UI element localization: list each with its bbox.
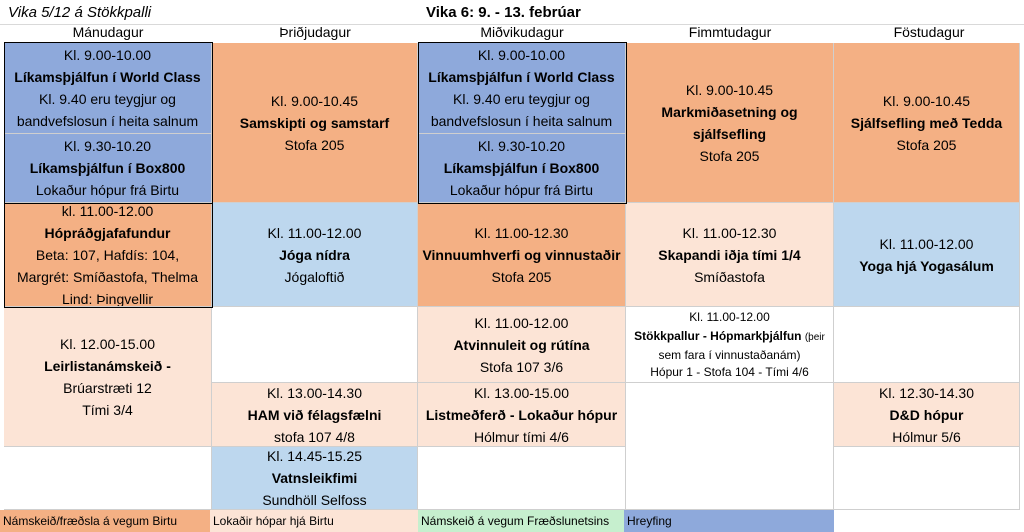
day-wednesday: Miðvikudagur	[480, 24, 564, 40]
event-friday-sjalfsefling[interactable]	[834, 43, 1020, 203]
event-title: Líkamsþjálfun í World Class	[428, 69, 615, 85]
event-time: Kl. 13.00-15.00	[474, 384, 569, 401]
legend-birtu-courses: Námskeið/fræðsla á vegum Birtu	[0, 510, 210, 532]
event-time: Kl. 13.00-14.30	[267, 384, 362, 401]
event-title: Sjálfsefling með Tedda	[850, 114, 1003, 131]
event-wednesday-atvinnuleit[interactable]	[418, 307, 626, 383]
event-detail: Hópur 1 - Stofa 104 - Tími 4/6	[650, 364, 809, 379]
event-time: Kl. 11.00-12.00	[879, 235, 974, 252]
event-time: Kl. 11.00-12.30	[474, 224, 569, 241]
empty-cell	[4, 447, 212, 510]
event-detail: Tími 3/4	[82, 401, 133, 418]
event-monday-leirlist[interactable]	[4, 307, 212, 447]
event-title: HAM við félagsfælni	[247, 406, 382, 423]
empty-cell	[626, 383, 834, 510]
event-time: Kl. 9.00-10.00	[63, 47, 152, 63]
event-title: Markmiðasetning og	[661, 103, 798, 120]
event-title: Jóga nídra	[279, 246, 350, 263]
event-thursday-stokkpallur[interactable]	[626, 307, 834, 383]
event-time: kl. 11.00-12.00	[61, 203, 154, 219]
event-time: Kl. 9.30-10.20	[63, 138, 152, 154]
event-time: Kl. 11.00-12.30	[682, 224, 777, 241]
event-time: Kl. 11.00-12.00	[267, 224, 362, 241]
empty-cell	[418, 447, 626, 510]
event-monday-worldclass[interactable]	[4, 43, 212, 134]
legend-fraedslunet: Námskeið á vegum Fræðslunetsins	[418, 510, 624, 532]
event-title: Atvinnuleit og rútína	[453, 336, 590, 353]
event-detail: Lokaður hópur frá Birtu	[35, 182, 180, 198]
legend-hreyfing: Hreyfing	[624, 510, 834, 532]
event-time: Kl. 11.00-12.00	[474, 314, 569, 331]
event-title: Skapandi iðja tími 1/4	[658, 246, 801, 263]
event-title: Stökkpallur - Hópmarkþjálfun	[634, 328, 802, 343]
day-tuesday: Þriðjudagur	[279, 24, 351, 40]
event-title: Leirlistanámskeið -	[44, 357, 171, 374]
event-detail: Brúarstræti 12	[63, 379, 152, 396]
event-monday-hopradgjafafundur[interactable]	[4, 203, 212, 307]
event-title: Yoga hjá Yogasálum	[859, 257, 994, 274]
event-tuesday-joga[interactable]	[212, 203, 418, 307]
event-note: (þeir	[804, 331, 825, 343]
event-tuesday-ham[interactable]	[212, 383, 418, 447]
event-time: Kl. 9.00-10.45	[685, 81, 774, 98]
event-time: Kl. 9.00-10.45	[882, 92, 971, 109]
event-detail: Lind: Þingvellir	[61, 290, 154, 307]
day-thursday: Fimmtudagur	[688, 24, 772, 40]
empty-cell	[212, 307, 418, 383]
event-wednesday-vinnuumhverfi[interactable]	[418, 203, 626, 307]
event-title: Líkamsþjálfun í Box800	[29, 160, 186, 176]
event-detail: Sundhöll Selfoss	[262, 492, 367, 508]
event-detail: Kl. 9.40 eru teygjur og	[453, 91, 590, 107]
event-title: Samskipti og samstarf	[239, 114, 390, 131]
event-detail: Beta: 107, Hafdís: 104,	[35, 246, 180, 263]
event-detail: Stofa 107 3/6	[479, 358, 564, 375]
event-time: Kl. 11.00-12.00	[689, 309, 770, 324]
event-detail: Stofa 205	[284, 136, 345, 153]
event-detail: Stofa 205	[491, 268, 552, 285]
event-detail: Lokaður hópur frá Birtu	[449, 182, 594, 198]
week-title: Vika 6: 9. - 13. febrúar	[426, 4, 581, 21]
event-detail: Margrét: Smíðastofa, Thelma	[16, 268, 199, 285]
event-detail: stofa 107 4/8	[274, 428, 355, 445]
day-monday: Mánudagur	[72, 24, 144, 40]
event-tuesday-samskipti[interactable]	[212, 43, 418, 203]
event-detail: Kl. 9.40 eru teygjur og	[39, 91, 176, 107]
event-title: Listmeðferð - Lokaður hópur	[425, 406, 618, 423]
event-friday-yoga[interactable]	[834, 203, 1020, 307]
event-title: Vinnuumhverfi og vinnustaðir	[422, 246, 621, 263]
event-note: sem fara í vinnustaðanám)	[658, 347, 801, 362]
event-title: Hópráðgjafafundur	[44, 224, 171, 241]
left-title: Vika 5/12 á Stökkpalli	[8, 4, 152, 21]
event-detail: bandvefslosun í heita salnum	[430, 113, 613, 129]
event-title: Vatnsleikfimi	[271, 470, 358, 486]
event-time: Kl. 9.00-10.45	[270, 92, 359, 109]
event-detail: Hólmur 5/6	[892, 428, 961, 445]
event-friday-dnd[interactable]	[834, 383, 1020, 447]
event-title: Líkamsþjálfun í World Class	[14, 69, 201, 85]
event-title: Líkamsþjálfun í Box800	[443, 160, 600, 176]
day-friday: Föstudagur	[893, 24, 965, 40]
event-time: Kl. 12.30-14.30	[879, 384, 974, 401]
event-detail: Smíðastofa	[694, 268, 765, 285]
event-wednesday-worldclass[interactable]	[418, 43, 626, 134]
event-wednesday-box800[interactable]	[418, 134, 626, 203]
event-detail: Stofa 205	[896, 136, 957, 153]
event-wednesday-listmedferd[interactable]	[418, 383, 626, 447]
event-thursday-markmid[interactable]	[626, 43, 834, 203]
empty-cell	[834, 447, 1020, 510]
event-detail: Hólmur tími 4/6	[474, 428, 569, 445]
event-time: Kl. 12.00-15.00	[60, 335, 155, 352]
event-title: D&D hópur	[889, 406, 964, 423]
event-detail: bandvefslosun í heita salnum	[16, 113, 199, 129]
event-time: Kl. 9.00-10.00	[477, 47, 566, 63]
event-title: sjálfsefling	[692, 125, 767, 142]
event-monday-box800[interactable]	[4, 134, 212, 203]
empty-cell	[834, 307, 1020, 383]
event-thursday-skapandi[interactable]	[626, 203, 834, 307]
event-time: Kl. 9.30-10.20	[477, 138, 566, 154]
legend-closed-groups: Lokaðir hópar hjá Birtu	[210, 510, 418, 532]
event-time: Kl. 14.45-15.25	[267, 448, 362, 464]
event-tuesday-vatnsleikfimi[interactable]	[212, 447, 418, 510]
event-detail: Jógaloftið	[284, 268, 345, 285]
event-detail: Stofa 205	[699, 147, 760, 164]
